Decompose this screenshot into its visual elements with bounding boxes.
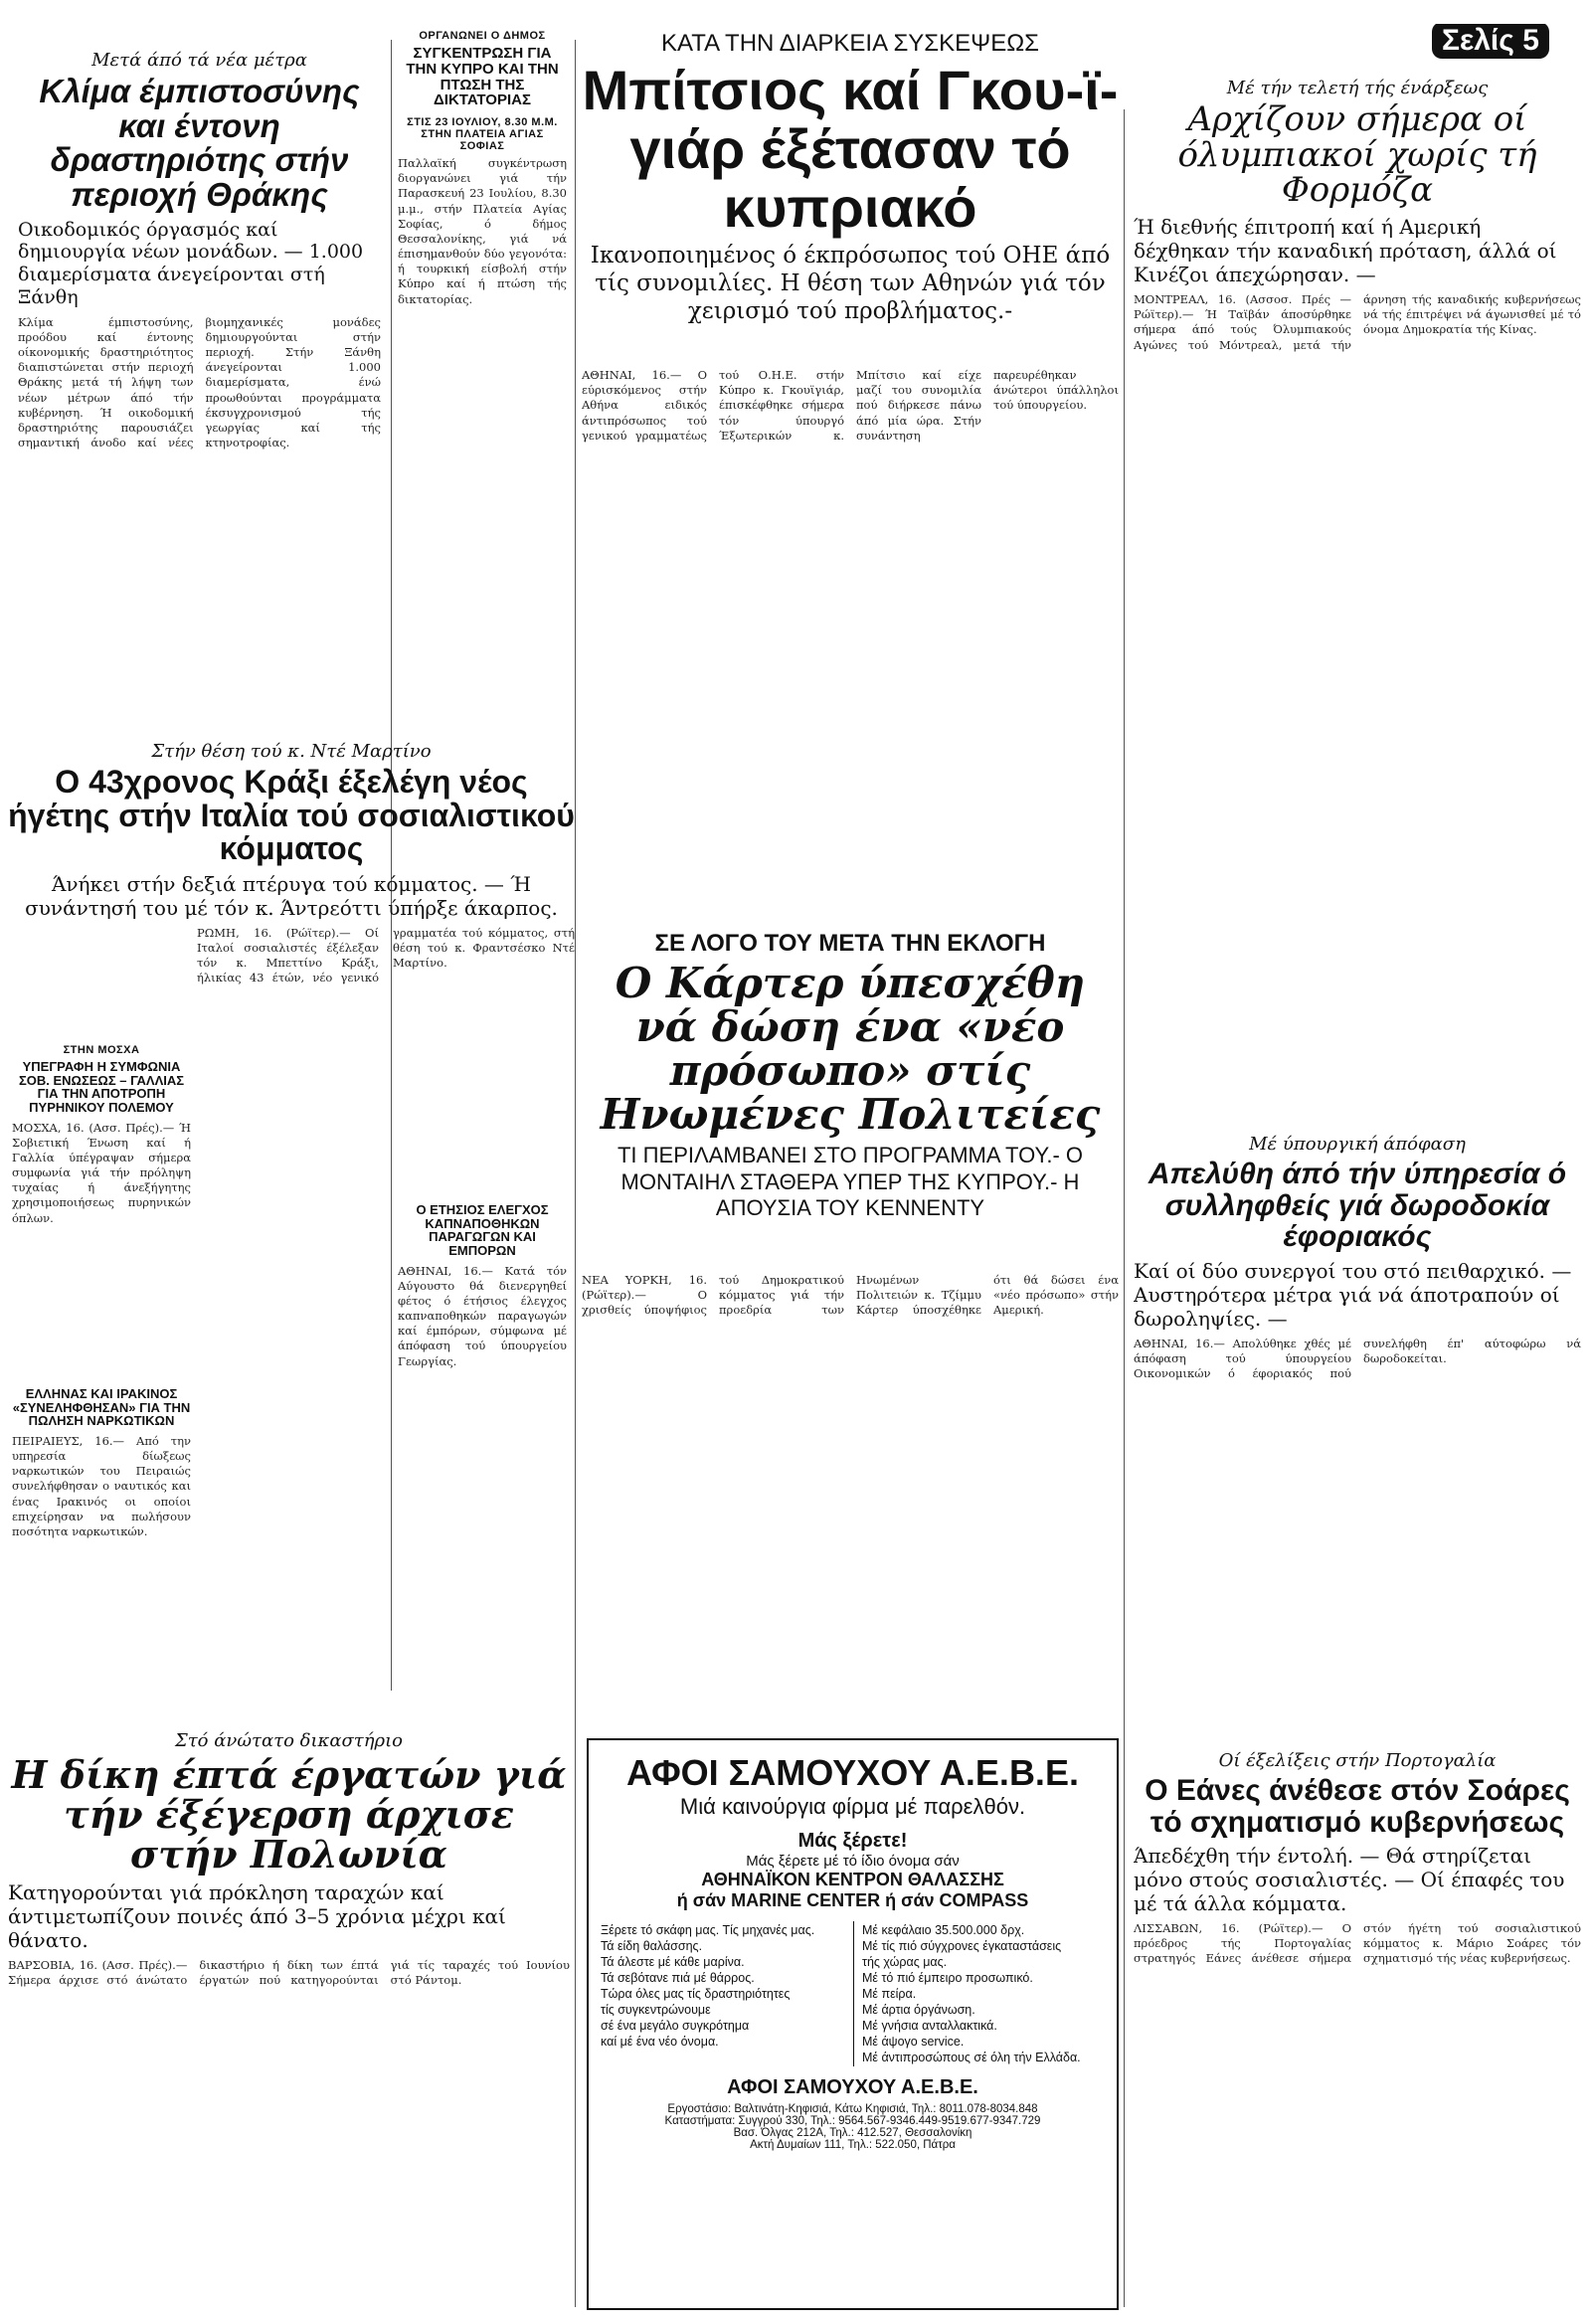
headline: Ο Εάνες άνέθεσε στόν Σοάρες τό σχηματισμό κυβερνήσεως <box>1145 1774 1570 1839</box>
ad-list-item: Μέ άρτια όργάνωση. <box>862 2003 975 2017</box>
article-tax <box>1134 1134 1581 1551</box>
kicker: ΣΕ ΛΟΓΟ ΤΟΥ ΜΕΤΑ ΤΗΝ ΕΚΛΟΓΗ <box>654 930 1046 957</box>
article-italy <box>8 741 575 1019</box>
ad-brand: ΑΦΟΙ ΣΑΜΟΥΧΟΥ Α.Ε.Β.Ε. <box>626 1752 1079 1793</box>
article-olympics <box>1134 78 1581 376</box>
headline: Ο ΕΤΗΣΙΟΣ ΕΛΕΓΧΟΣ ΚΑΠΝΑΠΟΘΗΚΩΝ ΠΑΡΑΓΩΓΩΝ ΚΑΙ ΕΜΠΟΡΩΝ <box>416 1203 549 1258</box>
article-cyprus-body <box>582 368 1119 885</box>
article-carter-body <box>582 1273 1119 1710</box>
article-carter <box>582 930 1119 1268</box>
ad-list-item: Μέ άντιπροσώπους σέ όλη τήν Ελλάδα. <box>862 2051 1081 2064</box>
deck: Οικοδομικός όργασμός καί δημιουργία νέων μονάδων. — 1.000 διαμερίσματα άνεγείρονται στή Ξάνθη <box>18 218 364 308</box>
ad-list-item: Τά άλεστε μέ κάθε μαρίνα. <box>601 1955 745 1969</box>
column-rule <box>1124 109 1125 2307</box>
headline: ΕΛΛΗΝΑΣ ΚΑΙ ΙΡΑΚΙΝΟΣ «ΣΥΝΕΛΗΦΘΗΣΑΝ» ΓΙΑ ΤΗΝ ΠΩΛΗΣΗ ΝΑΡΚΩΤΙΚΩΝ <box>12 1387 191 1429</box>
article-poland <box>8 1730 570 2317</box>
article-cyprus <box>582 30 1119 368</box>
column-rule <box>575 40 576 2307</box>
article-body: ΜΟΣΧΑ, 16. (Ασσ. Πρές).— Ή Σοβιετική Ένωση καί ή Γαλλία ύπέγραψαν σήμερα συμφωνία γιά τήν πρόληψη τυχαίας ή άνεξήγητης χρησιμοποιήσεως πυρηνικών όπλων. <box>12 1120 191 1225</box>
kicker: Μέ ύπουργική άπόφαση <box>1249 1134 1466 1155</box>
kicker: Μέ τήν τελετή τής ένάρξεως <box>1226 78 1489 98</box>
ad-list-item: Τώρα όλες μας τίς δραστηριότητες <box>601 1987 791 2001</box>
article-body: ΑΘΗΝΑΙ, 16.— Κατά τόν Αύγουστο θά διενεργηθεί φέτος ό έτήσιος έλεγχος καπναποθηκών παραγωγών καί έμπόρων, σύμφωνα μέ άπόφαση τού ύπουργείου Γεωργίας. <box>398 1263 567 1368</box>
ad-list-item: σέ ένα μεγάλο συγκρότημα <box>601 2019 750 2033</box>
article-body: Κλίμα έμπιστοσύνης, προόδου καί έντονης οίκονομικής δραστηριότητος διαπιστώνεται στήν περιοχή Θράκης μετά τή λήψη των νέων μέτρων άπό τήν κυβέρνηση. Ή οικοδομική δραστηριότης παρουσιάζει σημαντική άνοδο καί νέες βιομηχανικές μονάδες δημιουργούνται στήν περιοχή. Στήν Ξάνθη άνεγείρονται 1.000 διαμερίσματα, ένώ προωθούνται προγράμματα έκσυγχρονισμού τής γεωργίας καί τής κτηνοτροφίας. <box>18 314 381 450</box>
ad-knowus-sub: Μάς ξέρετε μέ τό ίδιο όνομα σάν <box>746 1853 960 1870</box>
headline: ΥΠΕΓΡΑΦΗ Η ΣΥΜΦΩΝΙΑ ΣΟΒ. ΕΝΩΣΕΩΣ – ΓΑΛΛΙΑΣ ΓΙΑ ΤΗΝ ΑΠΟΤΡΟΠΗ ΠΥΡΗΝΙΚΟΥ ΠΟΛΕΜΟΥ <box>18 1059 185 1115</box>
deck: Κατηγορούνται γιά πρόκληση ταραχών καί άντιμετωπίζουν ποινές άπό 3–5 χρόνια μέχρι καί θάνατο. <box>8 1879 506 1952</box>
article-body: Παλλαϊκή συγκέντρωση διοργανώνει γιά τήν Παρασκευή 23 Ιουλίου, 8.30 μ.μ., στήν Πλατεία Αγίας Σοφίας, ό δήμος Θεσσαλονίκης, γιά νά έπισημανθούν δύο γεγονότα: ή τουρκική είσβολή στήν Κύπρο καί ή πτώση τής δικτατορίας. <box>398 156 567 306</box>
ad-list-item: Ξέρετε τό σκάφη μας. Τίς μηχανές μας. <box>601 1923 815 1937</box>
headline: Η δίκη έπτά έργατών γιά τήν έξέγερση άρχισε στήν Πολωνία <box>11 1752 567 1877</box>
ad-list-item: Τά σεβότανε πιά μέ θάρρος. <box>601 1971 755 1985</box>
ad-footer-brand: ΑΦΟΙ ΣΑΜΟΥΧΟΥ Α.Ε.Β.Ε. <box>727 2076 978 2098</box>
article-body: ΑΘΗΝΑΙ, 16.— Απολύθηκε χθές μέ άπόφαση τού ύπουργείου Οικονομικών ό έφοριακός πού συνελήφθη έπ' αύτοφώρω νά δωροδοκείται. <box>1134 1336 1581 1380</box>
article-body: ΑΘΗΝΑΙ, 16.— Ο εύρισκόμενος στήν Αθήνα ειδικός άντιπρόσωπος τού γενικού γραμματέως τού Ο.Η.Ε. στήν Κύπρο κ. Γκουϊγιάρ, έπισκέφθηκε σήμερα τόν ύπουργό Έξωτερικών κ. Μπίτσιο καί είχε μαζί του συνομιλία πού διήρκεσε πάνω άπό μία ώρα. Στήν συνάντηση παρευρέθηκαν άνώτεροι ύπάλληλοι τού ύπουργείου. <box>582 368 1119 443</box>
headline: Αρχίζουν σήμερα οί όλυμπιακοί χωρίς τή Φορμόζα <box>1177 99 1537 211</box>
ad-list-item: καί μέ ένα νέο όνομα. <box>601 2035 719 2049</box>
deck: Ή διεθνής έπιτροπή καί ή Αμερική δέχθηκαν τήν καναδική πρόταση, άλλά οί Κινέζοι άπεχώρησαν. — <box>1134 215 1557 287</box>
kicker: Οί έξελίξεις στήν Πορτογαλία <box>1218 1750 1497 1771</box>
headline: Μπίτσιος καί Γκου-ϊ-γιάρ έξέτασαν τό κυπριακό <box>582 59 1119 239</box>
article-body: ΡΩΜΗ, 16. (Ρώϊτερ).— Οί Ιταλοί σοσιαλιστές έξέλεξαν τόν κ. Μπεττίνο Κράξι, ήλικίας 43 έτών, νέο γενικό γραμματέα τού κόμματος, στή θέση τού κ. Φραντσέσκο Ντέ Μαρτίνο. <box>197 925 575 985</box>
deck: Καί οί δύο συνεργοί του στό πειθαρχικό. — Αυστηρότερα μέτρα γιά νά άποτραπούν οί δωροληψίες. — <box>1134 1258 1572 1331</box>
headline: ΣΥΓΚΕΝΤΡΩΣΗ ΓΙΑ ΤΗΝ ΚΥΠΡΟ ΚΑΙ ΤΗΝ ΠΤΩΣΗ ΤΗΣ ΔΙΚΤΑΤΟΡΙΑΣ <box>406 45 559 109</box>
headline: Απελύθη άπό τήν ύπηρεσία ό συλληφθείς γιά δωροδοκία έφοριακός <box>1148 1158 1567 1253</box>
ad-list-item: Μέ πείρα. <box>862 1987 917 2001</box>
article-rally <box>398 30 567 587</box>
ad-list-item: τής χώρας μας. <box>862 1955 948 1969</box>
headline: Κλίμα έμπιστοσύνης και έντονη δραστηριότης στήν περιοχή Θράκης <box>39 73 360 213</box>
kicker: ΚΑΤΑ ΤΗΝ ΔΙΑΡΚΕΙΑ ΣΥΣΚΕΨΕΩΣ <box>661 30 1039 57</box>
ad-list-item: Μέ άψογο service. <box>862 2035 965 2049</box>
kicker: ΣΤΗΝ ΜΟΣΧΑ <box>63 1044 140 1056</box>
article-body: ΒΑΡΣΟΒΙΑ, 16. (Ασσ. Πρές).— Σήμερα άρχισε στό άνώτατο δικαστήριο ή δίκη των έπτά έργατών πού κατηγορούνται γιά τίς ταραχές τού Ιουνίου στό Ράντομ. <box>8 1957 570 1987</box>
ad-left-list <box>601 1921 843 2066</box>
article-tobacco <box>398 1203 567 1531</box>
deck: ΣΤΙΣ 23 ΙΟΥΛΙΟΥ, 8.30 Μ.Μ. ΣΤΗΝ ΠΛΑΤΕΙΑ ΑΓΙΑΣ ΣΟΦΙΑΣ <box>407 116 558 152</box>
article-drugs <box>12 1387 191 1686</box>
article-portugal <box>1134 1750 1581 2307</box>
ad-name2: ή σάν MARINE CENTER ή σάν COMPASS <box>676 1890 1029 1910</box>
article-body: ΜΟΝΤΡΕΑΛ, 16. (Ασσοσ. Πρές — Ρώϊτερ).— Ή Ταϊβάν άποσύρθηκε σήμερα άπό τούς Όλυμπιακούς Αγώνες τού Μόντρεαλ, μετά τήν άρνηση τής καναδικής κυβερνήσεως νά τής έπιτρέψει νά άγωνισθεί μέ τό όνομα Δημοκρατία τής Κίνας. <box>1134 292 1581 352</box>
ad-list-item: Μέ τίς πιό σύγχρονες έγκαταστάσεις <box>862 1939 1062 1953</box>
ad-address-line: Εργοστάσιο: Βαλτινάτη-Κηφισιά, Κάτω Κηφισιά, Τηλ.: 8011.078-8034.848 <box>667 2103 1038 2115</box>
ad-address-line: Ακτή Δυμαίων 111, Τηλ.: 522.050, Πάτρα <box>750 2139 956 2151</box>
ad-list-item: Τά είδη θαλάσσης. <box>601 1939 703 1953</box>
advertisement <box>587 1738 1119 2310</box>
ad-lists <box>601 1921 1105 2066</box>
headline: Ο 43χρονος Κράξι έξελέγη νέος ήγέτης στήν Ιταλία τού σοσιαλιστικού κόμματος <box>8 764 575 867</box>
ad-address-line: Καταστήματα: Συγγρού 330, Τηλ.: 9564.567-9346.449-9519.677-9347.729 <box>664 2115 1041 2127</box>
ad-list-item: Μέ γνήσια ανταλλακτικά. <box>862 2019 997 2033</box>
deck: Ικανοποιημένος ό έκπρόσωπος τού ΟΗΕ άπό τίς συνομιλίες. Η θέση των Αθηνών γιά τόν χειρισμό τού προβλήματος.- <box>590 243 1111 324</box>
ad-list-item: Μέ τό πιό έμπειρο προσωπικό. <box>862 1971 1033 1985</box>
kicker: ΟΡΓΑΝΩΝΕΙ Ο ΔΗΜΟΣ <box>419 30 546 42</box>
headline: Ο Κάρτερ ύπεσχέθη νά δώση ένα «νέο πρόσωπο» στίς Ηνωμένες Πολιτείες <box>600 959 1101 1140</box>
page-label <box>1432 24 1571 70</box>
article-body: ΛΙΣΣΑΒΩΝ, 16. (Ρώϊτερ).— Ο πρόεδρος τής Πορτογαλίας στρατηγός Εάνες άνέθεσε σήμερα στόν ήγέτη τού σοσιαλιστικού κόμματος κ. Μάριο Σοάρες τόν σχηματισμό τής νέας κυβερνήσεως. <box>1134 1921 1581 1966</box>
ad-name1: ΑΘΗΝΑΪΚΟΝ ΚΕΝΤΡΟΝ ΘΑΛΑΣΣΗΣ <box>701 1870 1004 1889</box>
ad-right-list <box>853 1921 1105 2066</box>
kicker: Στήν θέση τού κ. Ντέ Μαρτίνο <box>151 741 432 762</box>
ad-list-item: τίς συγκεντρώνουμε <box>601 2003 711 2017</box>
deck: ΤΙ ΠΕΡΙΛΑΜΒΑΝΕΙ ΣΤΟ ΠΡΟΓΡΑΜΜΑ ΤΟΥ.- Ο ΜΟΝΤΑΙΗΛ ΣΤΑΘΕΡΑ ΥΠΕΡ ΤΗΣ ΚΥΠΡΟΥ.- Η ΑΠΟΥΣΙΑ ΤΟΥ ΚΕΝΝΕΝΤΥ <box>617 1143 1083 1221</box>
page-label-text: Σελίς 5 <box>1432 24 1549 59</box>
ad-list-item: Μέ κεφάλαιο 35.500.000 δρχ. <box>862 1923 1025 1937</box>
article-body: ΠΕΙΡΑΙΕΥΣ, 16.— Από την υπηρεσία δίωξεως ναρκωτικών του Πειραιώς συνελήφθησαν ο ναυτικός και ένας Ιρακινός οι οποίοι επιχείρησαν να πωλήσουν ποσότητα ναρκωτικών. <box>12 1433 191 1538</box>
article-moscow <box>12 1044 191 1362</box>
article-thrace <box>18 50 381 746</box>
deck: Άπεδέχθη τήν έντολή. — Θά στηρίζεται μόνο στούς σοσιαλιστές. — Οί έπαφές του μέ τά άλλα κόμματα. <box>1134 1844 1565 1915</box>
deck: Άνήκει στήν δεξιά πτέρυγα τού κόμματος. — Ή συνάντησή του μέ τόν κ. Άντρεόττι ύπήρξε άκαρπος. <box>25 871 558 920</box>
ad-tagline: Μιά καινούργια φίρμα μέ παρελθόν. <box>679 1794 1026 1819</box>
ad-address-line: Βασ. Όλγας 212Α, Τηλ.: 412.527, Θεσσαλονίκη <box>733 2127 972 2139</box>
article-body: ΝΕΑ ΥΟΡΚΗ, 16. (Ρώϊτερ).— Ο χρισθείς ύποψήφιος τού Δημοκρατικού κόμματος γιά τήν προεδρία των Ηνωμένων Πολιτειών κ. Τζίμμυ Κάρτερ ύποσχέθηκε ότι θά δώσει ένα «νέο πρόσωπο» στήν Αμερική. <box>582 1273 1119 1318</box>
kicker: Στό άνώτατο δικαστήριο <box>174 1730 403 1751</box>
kicker: Μετά άπό τά νέα μέτρα <box>91 50 307 71</box>
ad-knowus: Μάς ξέρετε! <box>797 1830 908 1852</box>
